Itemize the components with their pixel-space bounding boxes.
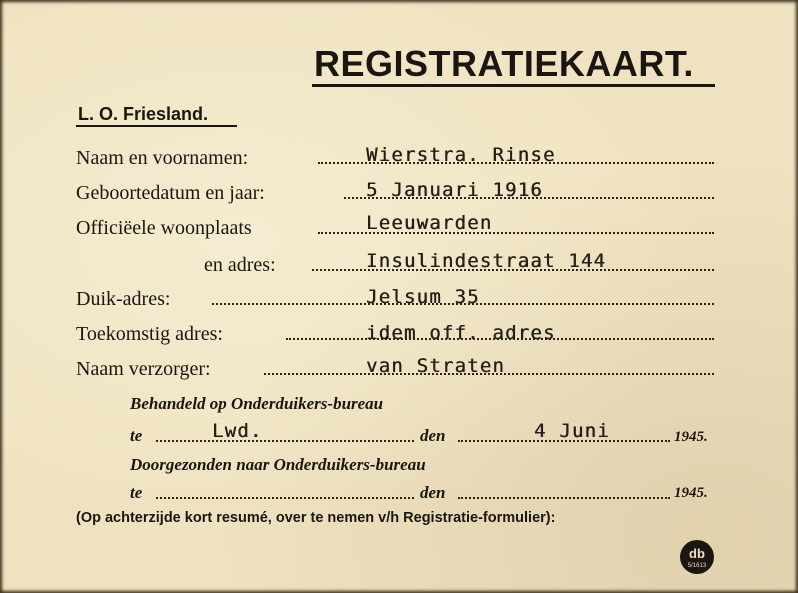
toekomstig-value: idem off. adres	[366, 322, 556, 344]
naam-label: Naam en voornamen:	[76, 147, 249, 169]
doorgezonden-den-dotted-line	[458, 497, 670, 499]
geboorte-value: 5 Januari 1916	[366, 179, 543, 201]
doorgezonden-den-label: den	[420, 483, 446, 502]
behandeld-den-value: 4 Juni	[534, 420, 610, 442]
adres-label: en adres:	[204, 254, 276, 276]
woonplaats-value: Leeuwarden	[366, 212, 493, 234]
duik-value: Jelsum 35	[366, 286, 480, 308]
behandeld-te-label: te	[130, 426, 143, 445]
toekomstig-label: Toekomstig adres:	[76, 323, 223, 345]
behandeld-den-label: den	[420, 426, 446, 445]
svg-text:5/1613: 5/1613	[687, 563, 707, 569]
organisation-underline	[76, 125, 237, 127]
behandeld-year: 1945.	[674, 429, 708, 445]
db-logo-icon	[680, 540, 714, 574]
naam-value: Wierstra. Rinse	[366, 144, 556, 166]
behandeld-te-value: Lwd.	[212, 420, 263, 442]
verzorger-value: van Straten	[366, 355, 506, 377]
behandeld-heading: Behandeld op Onderduikers-bureau	[130, 394, 384, 413]
geboorte-label: Geboortedatum en jaar:	[76, 182, 265, 204]
organisation-label: L. O. Friesland.	[78, 104, 209, 124]
doorgezonden-te-label: te	[130, 483, 143, 502]
footer-note: (Op achterzijde kort resumé, over te nemen v/h Registratie-formulier):	[76, 510, 556, 526]
doorgezonden-heading: Doorgezonden naar Onderduikers-bureau	[130, 455, 426, 474]
card-title: REGISTRATIEKAART.	[314, 43, 694, 84]
adres-value: Insulindestraat 144	[366, 250, 607, 272]
title-underline	[312, 84, 715, 87]
svg-text:db: db	[689, 546, 705, 561]
doorgezonden-te-dotted-line	[156, 497, 414, 499]
db-stamp-logo	[680, 540, 714, 574]
verzorger-label: Naam verzorger:	[76, 358, 211, 380]
woonplaats-label: Officiëele woonplaats	[76, 217, 252, 239]
behandeld-te-dotted-line	[156, 440, 414, 442]
duik-label: Duik-adres:	[76, 288, 171, 310]
doorgezonden-year: 1945.	[674, 485, 708, 501]
